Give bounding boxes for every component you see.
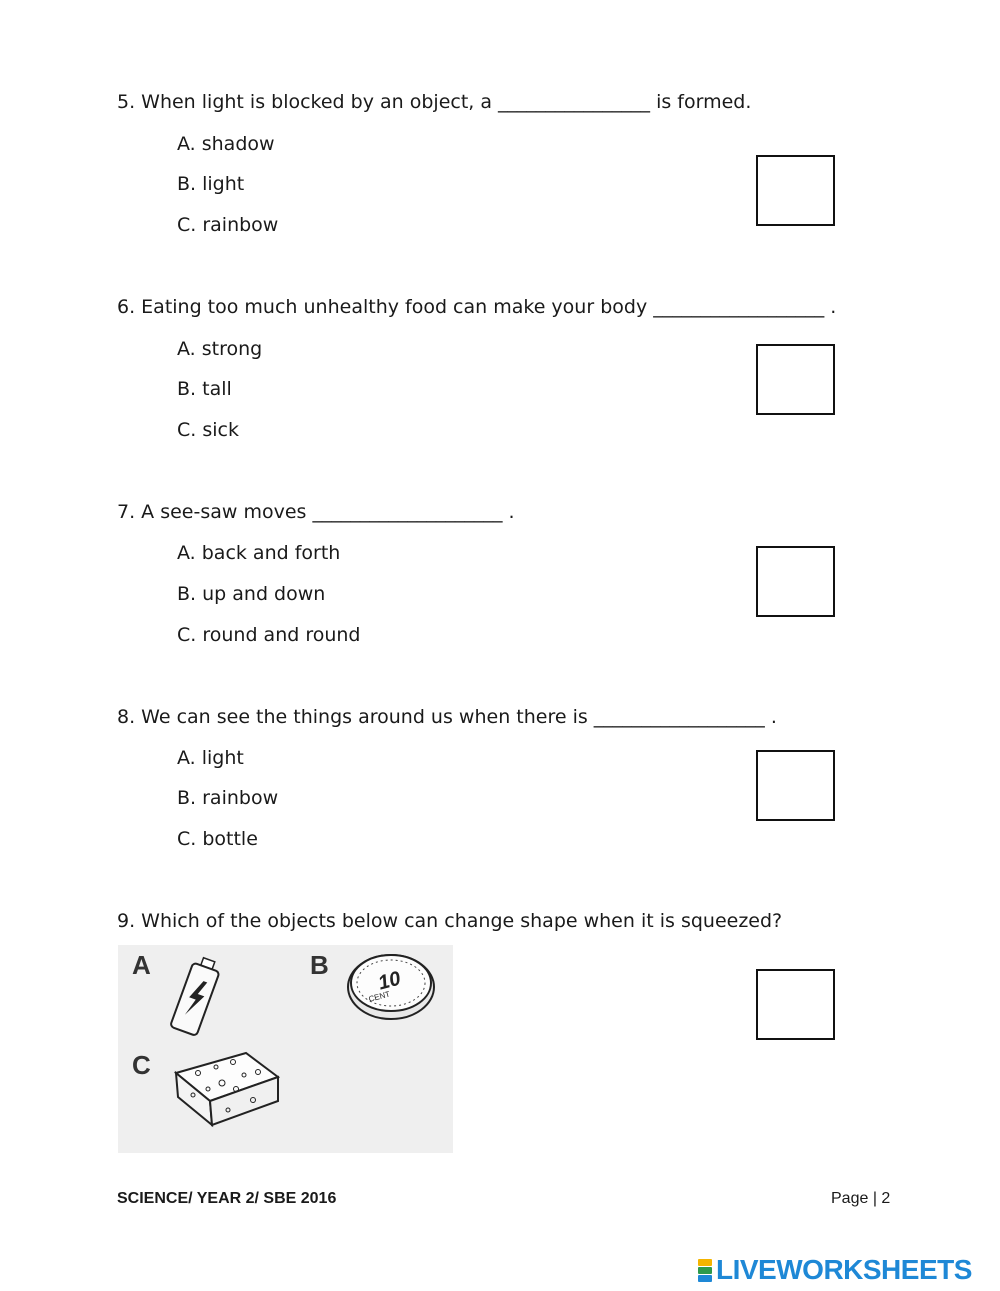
question-6: 6. Eating too much unhealthy food can make your body __________________ . xyxy=(117,296,837,318)
q8-option-b: B. rainbow xyxy=(177,787,279,809)
coin-unit: CENT xyxy=(367,989,392,1004)
question-7: 7. A see-saw moves ____________________ . xyxy=(117,501,515,523)
coin-value: 10 xyxy=(375,967,404,995)
q5-option-b: B. light xyxy=(177,173,245,195)
figure-label-a: A xyxy=(132,950,151,980)
footer-subject: SCIENCE/ YEAR 2/ SBE 2016 xyxy=(117,1190,337,1207)
q6-option-a: A. strong xyxy=(177,338,263,360)
q8-option-c: C. bottle xyxy=(177,828,258,850)
battery-icon xyxy=(170,955,222,1036)
footer-page-number: Page | 2 xyxy=(831,1190,891,1207)
liveworksheets-icon xyxy=(698,1259,712,1282)
q5-answer-box[interactable] xyxy=(756,155,835,226)
q7-option-a: A. back and forth xyxy=(177,542,341,564)
q7-option-c: C. round and round xyxy=(177,624,361,646)
coin-icon xyxy=(348,955,434,1019)
q8-answer-box[interactable] xyxy=(756,750,835,821)
q6-option-b: B. tall xyxy=(177,378,232,400)
sponge-icon xyxy=(176,1053,278,1125)
question-8: 8. We can see the things around us when there is __________________ . xyxy=(117,706,777,728)
liveworksheets-logo xyxy=(698,1255,972,1285)
q7-answer-box[interactable] xyxy=(756,546,835,617)
objects-figure xyxy=(118,945,453,1153)
q6-answer-box[interactable] xyxy=(756,344,835,415)
figure-label-c: C xyxy=(132,1050,151,1080)
q9-answer-box[interactable] xyxy=(756,969,835,1040)
q6-option-c: C. sick xyxy=(177,419,239,441)
q7-option-b: B. up and down xyxy=(177,583,326,605)
question-9: 9. Which of the objects below can change shape when it is squeezed? xyxy=(117,910,783,932)
figure-label-b: B xyxy=(310,950,329,980)
brand-name: LIVEWORKSHEETS xyxy=(716,1254,972,1285)
q5-option-a: A. shadow xyxy=(177,133,275,155)
q8-option-a: A. light xyxy=(177,747,244,769)
q5-option-c: C. rainbow xyxy=(177,214,279,236)
question-5: 5. When light is blocked by an object, a ________________ is formed. xyxy=(117,91,752,113)
